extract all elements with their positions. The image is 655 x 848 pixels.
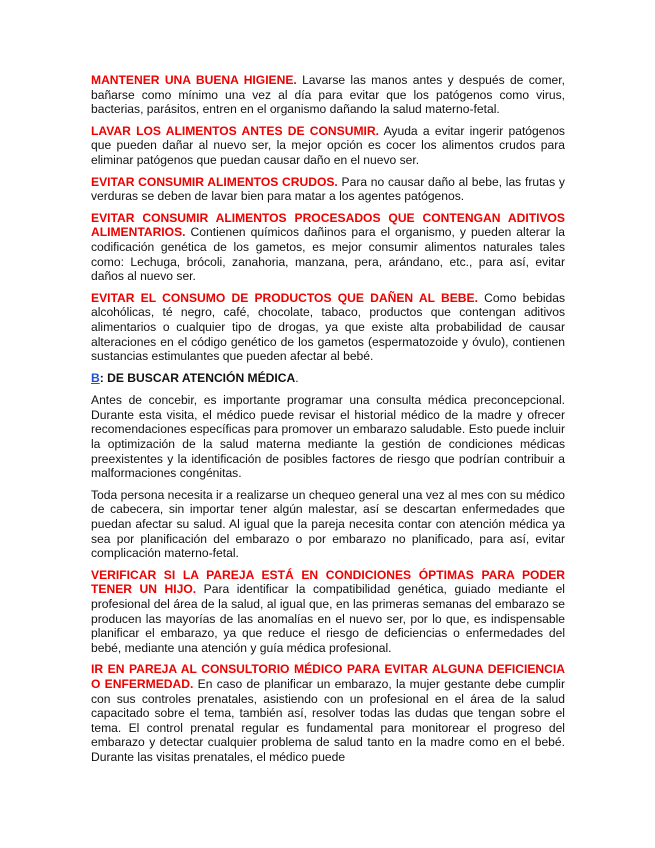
paragraph-alimentos-procesados bbox=[91, 211, 565, 284]
paragraph-higiene bbox=[91, 73, 565, 117]
document-page bbox=[91, 73, 565, 772]
section-title-dot: . bbox=[295, 370, 299, 385]
paragraph-title: EVITAR EL CONSUMO DE PRODUCTOS QUE DAÑEN AL BEBE. bbox=[91, 290, 478, 305]
paragraph-text: Para identificar la compatibilidad genética, guiado mediante el profesional del área de la salud, al igual que, en las primeras semanas del embarazo se producen las mayorías de las anomalías en el nuevo ser, por lo que, es indispensable planificar el embarazo, ya que reduce el riesgo de deficiencias o enfermedades del bebé, mediante una atención y guía médica profesional. bbox=[91, 582, 565, 655]
paragraph-lavar-alimentos bbox=[91, 124, 565, 168]
section-letter-link[interactable]: B bbox=[91, 370, 100, 385]
paragraph-title: MANTENER UNA BUENA HIGIENE. bbox=[91, 73, 297, 87]
paragraph-title: IR EN PAREJA AL CONSULTORIO MÉDICO PARA EVITAR ALGUNA DEFICIENCIA O ENFERMEDAD. bbox=[91, 662, 565, 691]
paragraph-title: VERIFICAR SI LA PAREJA ESTÁ EN CONDICIONES ÓPTIMAS PARA PODER TENER UN HIJO. bbox=[91, 567, 565, 597]
section-title: : DE BUSCAR ATENCIÓN MÉDICA bbox=[99, 370, 296, 385]
paragraph-text: Para no causar daño al bebe, las frutas y verduras se deben de lavar bien para matar a los agentes patógenos. bbox=[91, 174, 565, 204]
paragraph-title: LAVAR LOS ALIMENTOS ANTES DE CONSUMIR. bbox=[91, 123, 379, 138]
paragraph-verificar-pareja bbox=[91, 568, 565, 656]
paragraph-text: En caso de planificar un embarazo, la mujer gestante debe cumplir con sus controles prenatales, asistiendo con un profesional en el área de la salud capacitado sobre el tema, también así, resolver todas las dudas que tengan sobre el tema. El control prenatal regular es fundamental para monitorear el progreso del embarazo y detectar cualquier problema de salud tanto en la madre como en el bebé. Durante las visitas prenatales, el médico puede bbox=[91, 676, 565, 764]
section-heading bbox=[91, 371, 565, 386]
paragraph-text: Como bebidas alcohólicas, té negro, café, chocolate, tabaco, productos que contengan aditivos alimentarios o cualquier tipo de drogas, ya que existe alta probabilidad de causar alteraciones en el código genético de los gametos (espermatozoide y óvulo), contienen sustancias estimulantes que pueden afectar al bebé. bbox=[91, 290, 566, 364]
paragraph-chequeo-general: Toda persona necesita ir a realizarse un chequeo general una vez al mes con su médico de cabecera, sin importar tener algún malestar, así se descartan enfermedades que puedan afectar su salud. Al igual que la pareja necesita contar con atención médica ya sea por planificación del embarazo o por embarazo no planificado, para así, evitar complicación materno-fetal. bbox=[91, 487, 565, 561]
paragraph-text: Contienen químicos dañinos para el organismo, y pueden alterar la codificación genética de los gametos, es mejor consumir alimentos naturales tales como: Lechuga, brócoli, zanahoria, manzana, pera, arándano, etc., para así, evitar daños al nuevo ser. bbox=[91, 225, 565, 284]
paragraph-consulta-preconcepcional: Antes de concebir, es importante programar una consulta médica preconcepcional. Durante esta visita, el médico puede revisar el historial médico de la madre y ofrecer recomendaciones específicas para promover un embarazo saludable. Esto puede incluir la optimización de la salud materna mediante la gestión de condiciones médicas preexistentes y la identificación de posibles factores de riesgo que podrían contribuir a malformaciones congénitas. bbox=[91, 393, 565, 481]
paragraph-consultorio-medico bbox=[91, 662, 565, 764]
paragraph-productos-danen bbox=[91, 291, 565, 364]
paragraph-title: EVITAR CONSUMIR ALIMENTOS PROCESADOS QUE CONTENGAN ADITIVOS ALIMENTARIOS. bbox=[91, 210, 565, 240]
paragraph-alimentos-crudos bbox=[91, 175, 565, 204]
paragraph-title: EVITAR CONSUMIR ALIMENTOS CRUDOS. bbox=[91, 174, 338, 189]
paragraph-text: Ayuda a evitar ingerir patógenos que pueden dañar al nuevo ser, la mejor opción es cocer los alimentos crudos para eliminar patógenos que puedan causar daño en el nuevo ser. bbox=[91, 123, 565, 167]
paragraph-text: Lavarse las manos antes y después de comer, bañarse como mínimo una vez al día para evitar que los patógenos como virus, bacterias, parásitos, entren en el organismo dañando la salud materno-fetal. bbox=[91, 73, 565, 117]
